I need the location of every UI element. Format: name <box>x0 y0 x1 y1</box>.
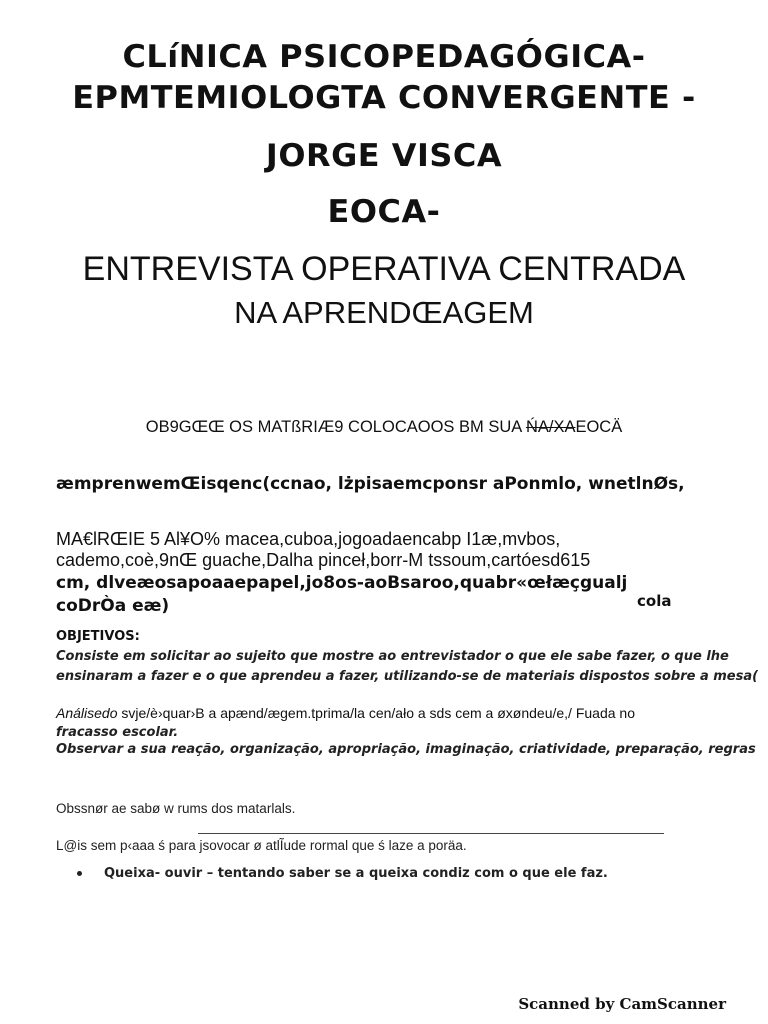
bullet-icon <box>77 871 82 876</box>
materials-bold-line: æmprenwemŒisqenc(ccnao, lżpisaemcponsr aPonmlo, wnetlnØs, <box>56 474 685 494</box>
notes-line-1: Obssnør ae sabø w rums dos matarlals. <box>56 801 296 816</box>
objectives-line-4: Observar a sua reação, organização, apropriação, imaginação, criatividade, preparação, regras <box>56 742 756 757</box>
title-line-6: NA APRENDŒAGEM <box>234 295 534 330</box>
scanned-by-footer: Scanned by CamScanner <box>518 995 726 1013</box>
materials-line-a: MA€lRŒIE 5 Al¥O% macea,cuboa,jogoadaencabp I1æ,mvbos, <box>56 529 561 549</box>
objectives-line-2: ensinaram a fazer e o que aprendeu a fazer, utilizando-se de materiais dispostos sobre a mesa( <box>56 669 759 684</box>
notes-line-2: L@is sem p‹aaa ś para jsovocar ø atlĨude rormal que ś laze a poräa. <box>56 838 467 853</box>
objectives-line-1: Consiste em solicitar ao sujeito que mostre ao entrevistador o que ele sabe fazer, o que lhe <box>56 649 729 664</box>
objectives-line-3: fracasso escolar. <box>56 725 179 740</box>
subtitle-struck: ŃA/XA <box>525 418 576 436</box>
subtitle-line <box>0 418 768 437</box>
title-author: JORGE VISCA <box>265 138 503 174</box>
title-line-1: CLíNICA PSICOPEDAGÓGICA- <box>122 39 646 75</box>
subtitle-end: EOCÄ <box>575 418 623 436</box>
analysis-text: svje/è›quar›B a apænd/ægem.tprima/la cen/ało a sds cem a øxøndeu/e,/ Fuada no <box>117 705 635 721</box>
title-line-5: ENTREVISTA OPERATIVA CENTRADA <box>82 250 686 288</box>
materials-cola: cola <box>637 592 672 610</box>
subtitle-main: OB9GŒŒ OS MATßRIÆ9 COLOCAOOS BM SUA <box>145 418 526 436</box>
title-acronym: EOCA- <box>327 194 441 230</box>
analysis-line <box>56 705 635 721</box>
objectives-heading: OBJETIVOS: <box>56 629 140 644</box>
bullet-item: Queixa- ouvir – tentando saber se a queixa condiz com o que ele faz. <box>104 866 608 881</box>
materials-line-c: cm, dlveæosapoaaepapel,jo8os-aoBsaroo,quabr«œłæçgualj <box>56 573 628 593</box>
analysis-label: Análisedo <box>56 705 118 721</box>
title-line-2: EPMTEMIOLOGTA CONVERGENTE - <box>72 80 696 116</box>
materials-line-d: coDrÒa eæ) <box>56 596 170 616</box>
materials-line-b: cademo,coè,9nŒ guache,Dalha pinceł,borr-M tssoum,cartóesd615 <box>56 550 591 570</box>
divider-rule <box>198 833 664 834</box>
